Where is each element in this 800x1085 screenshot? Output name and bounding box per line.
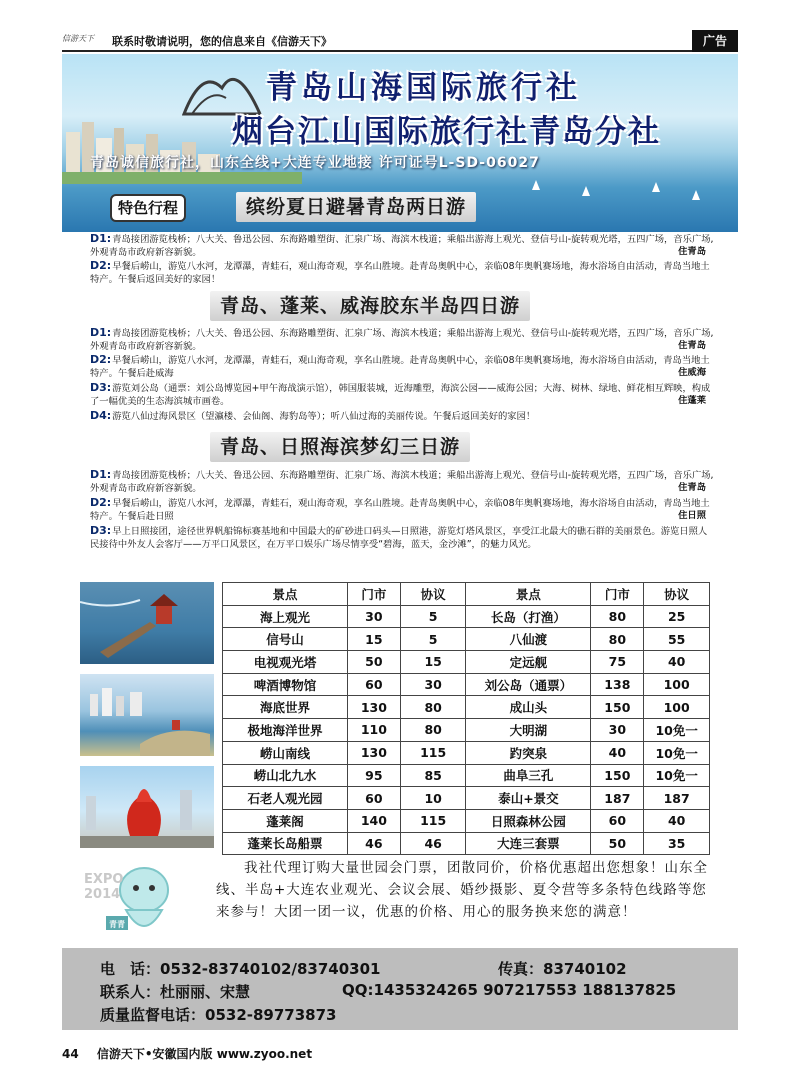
tour-title: 缤纷夏日避暑青岛两日游 bbox=[236, 192, 476, 222]
sailboat-icon bbox=[582, 186, 590, 196]
pier-photo bbox=[80, 582, 214, 664]
expo-mascot bbox=[82, 860, 206, 942]
qq-numbers: 1435324265 907217553 188137825 bbox=[373, 981, 677, 999]
itinerary-day: D2:早餐后崂山，游览八水河，龙潭瀑，青蛙石，观山海奇观，享名山胜境。赴青岛奥帆中心，亲临08年奥帆赛场地，海水浴场自由活动，青岛当地土特产。午餐后赴日照 住日照 bbox=[90, 496, 710, 522]
col-header: 协议 bbox=[644, 583, 710, 606]
expo-mascot-text: EXPO 2014 bbox=[84, 872, 124, 902]
stay-city: 住日照 bbox=[678, 510, 706, 521]
sailboat-icon bbox=[692, 190, 700, 200]
tour-title: 青岛、日照海滨梦幻三日游 bbox=[210, 432, 470, 462]
fax-row: 传真：83740102 bbox=[498, 960, 627, 978]
tour-title: 青岛、蓬莱、威海胶东半岛四日游 bbox=[210, 291, 530, 321]
table-row: 啤酒博物馆 60 30 刘公岛（通票） 138 100 bbox=[223, 673, 710, 696]
red-sculpture-icon bbox=[80, 766, 214, 848]
stay-city: 住青岛 bbox=[678, 340, 706, 351]
agency-subline: 青岛诚信旅行社，山东全线+大连专业地接 许可证号L-SD-06027 bbox=[90, 155, 540, 171]
phone-row: 电 话：0532-83740102/83740301 bbox=[100, 960, 381, 978]
agency-notice: 我社代理订购大量世园会门票，团散同价，价格优惠超出您想象！山东全线、半岛+大连农业观光、会议会展、婚纱摄影、夏令营等多条特色线路等您来参与！大团一团一议，优惠的价格、用心的服务换来您的满意！ bbox=[216, 860, 708, 920]
sailboat-icon bbox=[652, 182, 660, 192]
feature-badge: 特色行程 bbox=[110, 194, 186, 222]
col-header: 门市 bbox=[347, 583, 400, 606]
table-row: 信号山 15 5 八仙渡 80 55 bbox=[223, 628, 710, 651]
photo-column bbox=[80, 582, 214, 844]
table-row: 崂山北九水 95 85 曲阜三孔 150 10免一 bbox=[223, 764, 710, 787]
phone-number: 0532-83740102/83740301 bbox=[160, 960, 381, 978]
itinerary-day: D2:早餐后崂山，游览八水河，龙潭瀑，青蛙石，观山海奇观，享名山胜境。赴青岛奥帆中心，亲临08年奥帆赛场地，海水浴场自由活动，青岛当地土特产。午餐后返回美好的家园！ bbox=[90, 259, 710, 285]
stay-city: 住威海 bbox=[678, 367, 706, 378]
table-row: 海上观光 30 5 长岛（打渔） 80 25 bbox=[223, 605, 710, 628]
quality-row: 质量监督电话：0532-89773873 bbox=[100, 1006, 337, 1024]
ad-tag: 广告 bbox=[692, 30, 738, 52]
stay-city: 住青岛 bbox=[678, 482, 706, 493]
contact-panel bbox=[62, 948, 738, 1030]
table-row: 蓬莱阁 140 115 日照森林公园 60 40 bbox=[223, 809, 710, 832]
expo-mascot-tag: 青青 bbox=[109, 920, 125, 929]
sailboat-icon bbox=[532, 180, 540, 190]
itinerary-day: D3:早上日照接团，途径世界帆船锦标赛基地和中国最大的矿砂进口码头—日照港，游览灯塔风景区，享受江北最大的礁石群的美丽景色。游览日照人民接待中外友人会客厅——万平口风景区，在万平口娱乐广场尽情享受“碧海，蓝天，金沙滩”，的魅力风光。 bbox=[90, 524, 708, 550]
stay-city: 住蓬莱 bbox=[678, 395, 706, 406]
itinerary-day: D4:游览八仙过海风景区（望瀛楼、会仙阁、海豹岛等）；听八仙过海的美丽传说。午餐后返回美好的家园！ bbox=[90, 409, 536, 422]
table-row: 崂山南线 130 115 趵突泉 40 10免一 bbox=[223, 741, 710, 764]
brand-logo: 信游天下 bbox=[62, 34, 94, 43]
table-row: 石老人观光园 60 10 泰山+景交 187 187 bbox=[223, 787, 710, 810]
ticket-price-table bbox=[222, 582, 710, 855]
itinerary-day: D1:青岛接团游览栈桥；八大关、鲁迅公园、东海路雕塑街、汇泉广场、海滨木栈道；乘船出游海上观光、登信号山-旋转观光塔，五四广场，音乐广场,外观青岛市政府新容新貌。 住青岛 bbox=[90, 468, 714, 494]
quality-phone: 0532-89773873 bbox=[205, 1006, 337, 1024]
itinerary-day: D2:早餐后崂山，游览八水河，龙潭瀑，青蛙石，观山海奇观，享名山胜境。赴青岛奥帆中心，亲临08年奥帆赛场地，海水浴场自由活动，青岛当地土特产。午餐后赴威海 住威海 bbox=[90, 353, 710, 379]
col-header: 景点 bbox=[223, 583, 348, 606]
col-header: 门市 bbox=[591, 583, 644, 606]
table-row: 电视观光塔 50 15 定远舰 75 40 bbox=[223, 651, 710, 674]
pier-pavilion-icon bbox=[80, 582, 214, 664]
page-footer bbox=[62, 1045, 312, 1062]
fax-number: 83740102 bbox=[543, 960, 627, 978]
contact-person: 杜丽丽、宋慧 bbox=[160, 983, 251, 1001]
top-bar bbox=[62, 30, 738, 52]
may-fourth-square-photo bbox=[80, 766, 214, 848]
table-header-row bbox=[223, 583, 710, 606]
page-number: 44 bbox=[62, 1047, 79, 1061]
table-row: 极地海洋世界 110 80 大明湖 30 10免一 bbox=[223, 719, 710, 742]
footer-text: 信游天下•安徽国内版 www.zyoo.net bbox=[96, 1047, 313, 1061]
stay-city: 住青岛 bbox=[678, 246, 706, 257]
itinerary-day: D3:游览刘公岛（通票：刘公岛博览园+甲午海战演示馆），韩国服装城，近海雕塑，海滨公园——威海公园；大海、树林、绿地、鲜花相互辉映，构成了一幅优美的生态海滨城市画卷。 住蓬莱 bbox=[90, 381, 711, 407]
table-row: 海底世界 130 80 成山头 150 100 bbox=[223, 696, 710, 719]
itinerary-day: D1:青岛接团游览栈桥；八大关、鲁迅公园、东海路雕塑街、汇泉广场、海滨木栈道；乘船出游海上观光、登信号山-旋转观光塔，五四广场，音乐广场,外观青岛市政府新容新貌。 住青岛 bbox=[90, 232, 714, 258]
qq-row: QQ:1435324265 907217553 188137825 bbox=[342, 981, 677, 999]
itinerary-day: D1:青岛接团游览栈桥；八大关、鲁迅公园、东海路雕塑街、汇泉广场、海滨木栈道；乘船出游海上观光、登信号山-旋转观光塔，五四广场，音乐广场,外观青岛市政府新容新貌。 住青岛 bbox=[90, 326, 714, 352]
coast-photo bbox=[80, 674, 214, 756]
coast-city-icon bbox=[80, 674, 214, 756]
col-header: 景点 bbox=[466, 583, 591, 606]
agency-title-2: 烟台江山国际旅行社青岛分社 bbox=[232, 114, 661, 150]
table-row: 蓬莱长岛船票 46 46 大连三套票 50 35 bbox=[223, 832, 710, 855]
col-header: 协议 bbox=[400, 583, 466, 606]
source-note: 联系时敬请说明，您的信息来自《信游天下》 bbox=[112, 35, 332, 48]
person-row: 联系人：杜丽丽、宋慧 bbox=[100, 983, 251, 1001]
agency-title-1: 青岛山海国际旅行社 bbox=[266, 70, 581, 106]
